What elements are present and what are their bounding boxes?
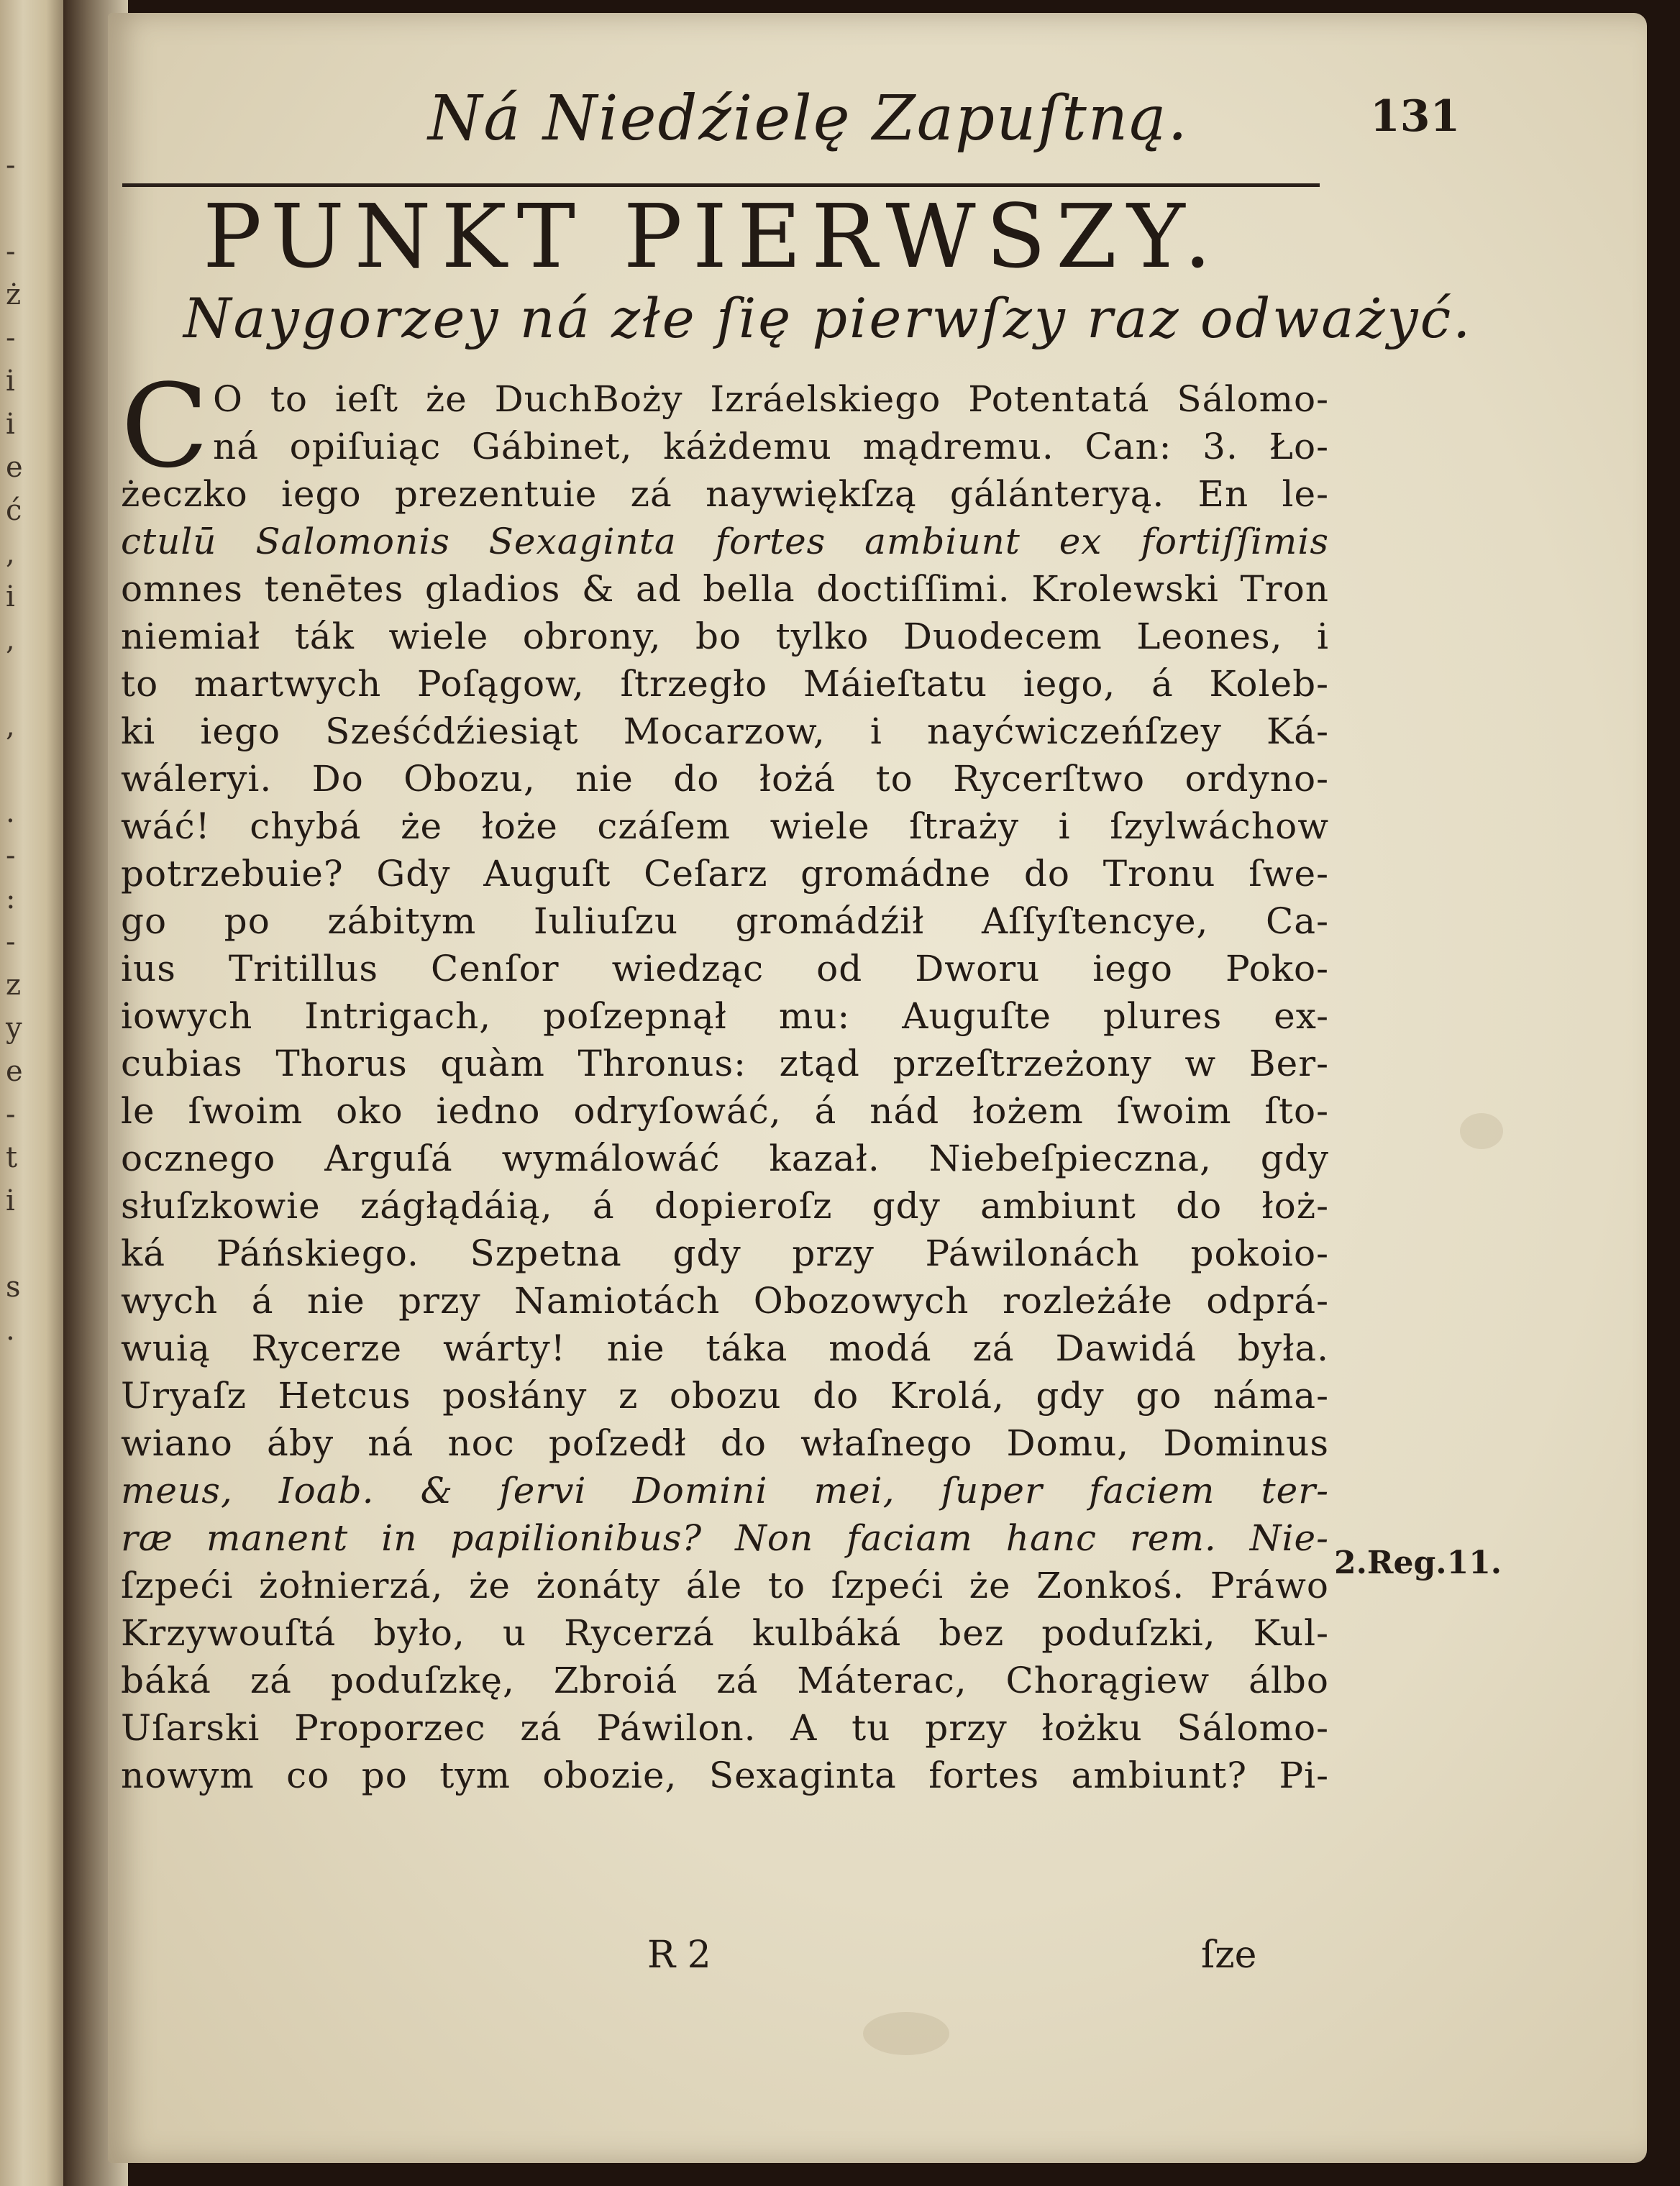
text-line: potrzebuie? Gdy Auguſt Ceſarz gromádne do Tronu ſwe- <box>121 853 1329 895</box>
marginal-note: 2.Reg.11. <box>1334 1545 1502 1581</box>
text-line: wáleryi. Do Obozu, nie do łożá to Rycerſtwo ordyno- <box>121 758 1329 800</box>
text-line: ná opiſuiąc Gábinet, káżdemu mądremu. Can: 3. Ło- <box>213 426 1329 467</box>
section-subheading: Naygorzey ná złe ſię pierwſzy raz odważyć. <box>183 286 1473 350</box>
text-line: niemiał ták wiele obrony, bo tylko Duodecem Leones, i <box>121 616 1329 657</box>
text-line: ræ manent in papilionibus? Non faciam hanc rem. Nie- <box>121 1517 1329 1559</box>
text-line: Krzywouſtá było, u Rycerzá kulbáká bez poduſzki, Kul- <box>121 1612 1329 1654</box>
text-line: wuią Rycerze wárty! nie táka modá zá Dawidá była. <box>121 1327 1329 1369</box>
section-heading: PUNKT PIERWSZY. <box>203 186 1222 288</box>
page-header <box>324 83 1532 183</box>
facing-page-edge <box>0 0 66 2186</box>
text-line: O to ieſt że DuchBoży Izráelskiego Potentatá Sálomo- <box>213 378 1329 420</box>
text-line: wych á nie przy Namiotách Obozowych rozleżáłe odprá- <box>121 1280 1329 1322</box>
text-line: báká zá poduſzkę, Zbroiá zá Máterac, Chorągiew álbo <box>121 1660 1329 1701</box>
paper-stain <box>1460 1113 1503 1149</box>
facing-page-text-fragments: - - ż - i i e ć , i , , . - : - z y e - t i s . <box>6 149 23 1347</box>
text-line: ſzpeći żołnierzá, że żonáty ále to ſzpeći że Zonkoś. Práwo <box>121 1565 1329 1606</box>
text-line: le ſwoim oko iedno odryſowáć, á nád łożem ſwoim ſto- <box>121 1090 1329 1132</box>
signature-mark: R 2 <box>647 1934 711 1977</box>
text-line: nowym co po tym obozie, Sexaginta fortes ambiunt? Pi- <box>121 1755 1329 1796</box>
text-line: ius Tritillus Cenſor wiedząc od Dworu iego Poko- <box>121 948 1329 989</box>
text-line: wáć! chybá że łoże czáſem wiele ſtraży i ſzylwáchow <box>121 805 1329 847</box>
text-line: Uſarski Proporzec zá Páwilon. A tu przy łożku Sálomo- <box>121 1707 1329 1749</box>
text-line: omnes tenētes gladios & ad bella doctiſſimi. Krolewski Tron <box>121 568 1329 610</box>
text-line: ocznego Arguſá wymálowáć kazał. Niebeſpieczna, gdy <box>121 1138 1329 1179</box>
text-line: ctulū Salomonis Sexaginta fortes ambiunt ex fortiſſimis <box>121 521 1329 562</box>
text-line: ki iego Sześćdźiesiąt Mocarzow, i nayćwiczeńſzey Ká- <box>121 710 1329 752</box>
text-line: meus, Ioab. & ſervi Domini mei, ſuper faciem ter- <box>121 1470 1329 1512</box>
text-line: cubias Thorus quàm Thronus: ztąd przeſtrzeżony w Ber- <box>121 1043 1329 1084</box>
text-line: wiano áby ná noc poſzedł do właſnego Domu, Dominus <box>121 1422 1329 1464</box>
paper-stain <box>863 2012 949 2055</box>
text-line: to martwych Poſągow, ſtrzegło Máieſtatu iego, á Koleb- <box>121 663 1329 705</box>
running-title: Ná Niedźielę Zapuſtną. <box>428 83 1189 155</box>
text-line: iowych Intrigach, poſzepnął mu: Auguſte plures ex- <box>121 995 1329 1037</box>
drop-cap: C <box>121 359 209 493</box>
text-line: ká Páńskiego. Szpetna gdy przy Páwilonách pokoio- <box>121 1233 1329 1274</box>
text-line: żeczko iego prezentuie zá naywiękſzą gálánteryą. En le- <box>121 473 1329 515</box>
text-line: słuſzkowie zágłądáią, á dopieroſz gdy ambiunt do łoż- <box>121 1185 1329 1227</box>
text-line: go po zábitym Iuliuſzu gromádźił Aſſyſtencye, Ca- <box>121 900 1329 942</box>
body-text <box>121 375 1329 1799</box>
page-number: 131 <box>1370 91 1461 142</box>
catchword: ſze <box>1201 1934 1257 1977</box>
text-line: Uryaſz Hetcus posłány z obozu do Krolá, gdy go náma- <box>121 1375 1329 1417</box>
